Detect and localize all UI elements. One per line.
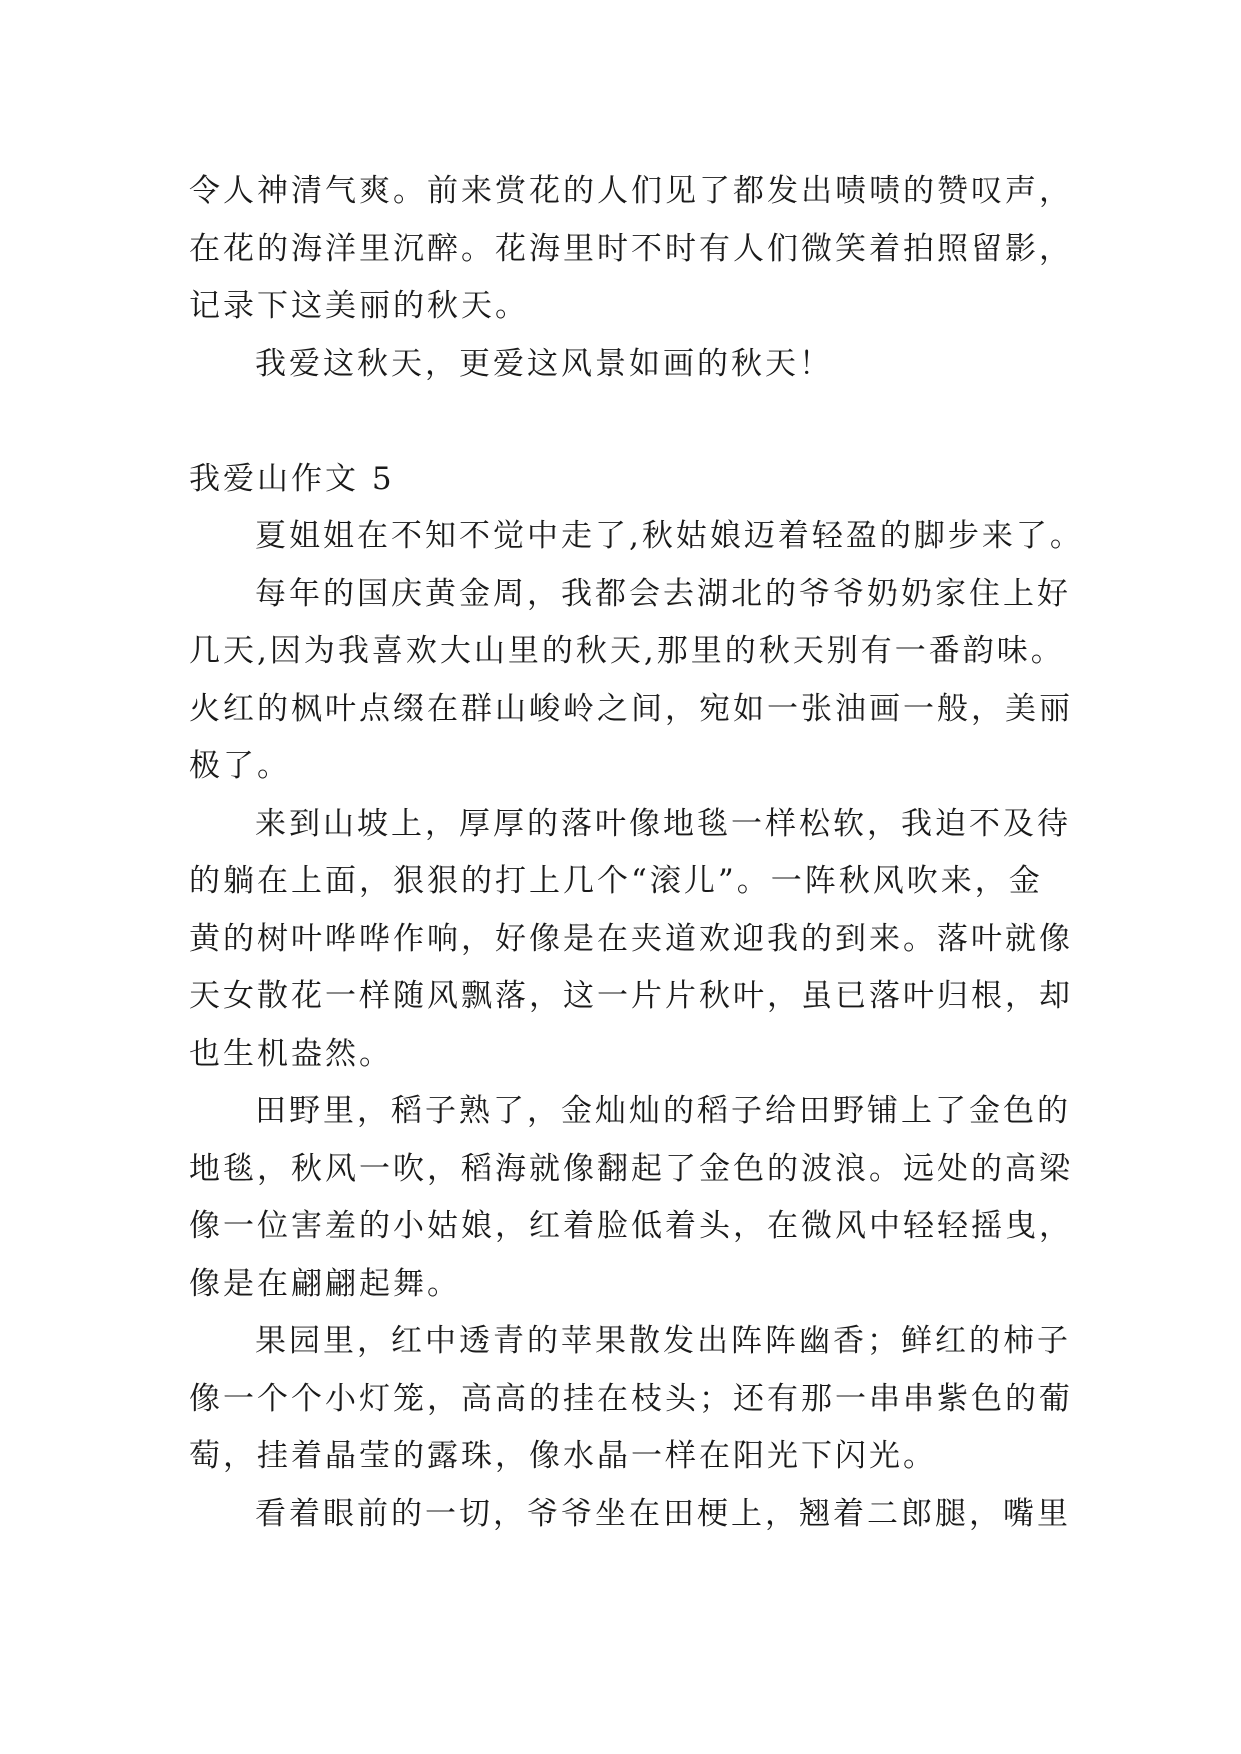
- text-line: 火红的枫叶点缀在群山峻岭之间，宛如一张油画一般，美丽: [189, 690, 1073, 727]
- text-line: 看着眼前的一切，爷爷坐在田梗上，翘着二郎腿，嘴里: [255, 1495, 1071, 1532]
- text-line: 像一个个小灯笼，高高的挂在枝头；还有那一串串紫色的葡: [189, 1380, 1073, 1417]
- paragraph-2: [189, 566, 1073, 796]
- document-body: [189, 163, 1084, 1543]
- text-line: 极了。: [189, 748, 291, 784]
- section-spacer: [189, 393, 1059, 451]
- text-line: 每年的国庆黄金周，我都会去湖北的爷爷奶奶家住上好: [255, 575, 1071, 612]
- section-title: 我爱山作文 5: [189, 460, 395, 497]
- text-line: 地毯，秋风一吹，稻海就像翻起了金色的波浪。远处的高梁: [189, 1150, 1073, 1187]
- text-line: 像一位害羞的小姑娘，红着脸低着头，在微风中轻轻摇曳，: [189, 1208, 1073, 1244]
- paragraph-continued: [189, 163, 1073, 336]
- paragraph-3: [189, 796, 1073, 1084]
- text-line: 田野里，稻子熟了，金灿灿的稻子给田野铺上了金色的: [255, 1093, 1071, 1129]
- text-line: 令人神清气爽。前来赏花的人们见了都发出啧啧的赞叹声，: [189, 173, 1073, 209]
- text-line: 萄，挂着晶莹的露珠，像水晶一样在阳光下闪光。: [189, 1438, 937, 1474]
- paragraph-1: [189, 508, 1084, 566]
- text-line: 天女散花一样随风飘落，这一片片秋叶，虽已落叶归根，却: [189, 978, 1073, 1014]
- paragraph-6: [189, 1486, 1071, 1544]
- text-line: 黄的树叶哗哗作响，好像是在夹道欢迎我的到来。落叶就像: [189, 920, 1073, 957]
- closing-sentence: 我爱这秋天，更爱这风景如画的秋天！: [255, 345, 833, 382]
- paragraph-5: [189, 1313, 1073, 1486]
- text-line: 来到山坡上，厚厚的落叶像地毯一样松软，我迫不及待: [255, 805, 1071, 842]
- text-line: 几天,因为我喜欢大山里的秋天,那里的秋天别有一番韵味。: [189, 633, 1065, 669]
- text-line: 夏姐姐在不知不觉中走了,秋姑娘迈着轻盈的脚步来了。: [255, 518, 1084, 554]
- text-line: 的躺在上面，狠狠的打上几个“滚儿”。一阵秋风吹来，金: [189, 863, 1043, 899]
- text-line: 果园里，红中透青的苹果散发出阵阵幽香；鲜红的柿子: [255, 1323, 1071, 1359]
- text-line: 在花的海洋里沉醉。花海里时不时有人们微笑着拍照留影，: [189, 230, 1073, 267]
- text-line: 也生机盎然。: [189, 1035, 393, 1072]
- paragraph-4: [189, 1083, 1073, 1313]
- text-line: 记录下这美丽的秋天。: [189, 288, 529, 324]
- text-line: 像是在翩翩起舞。: [189, 1265, 461, 1302]
